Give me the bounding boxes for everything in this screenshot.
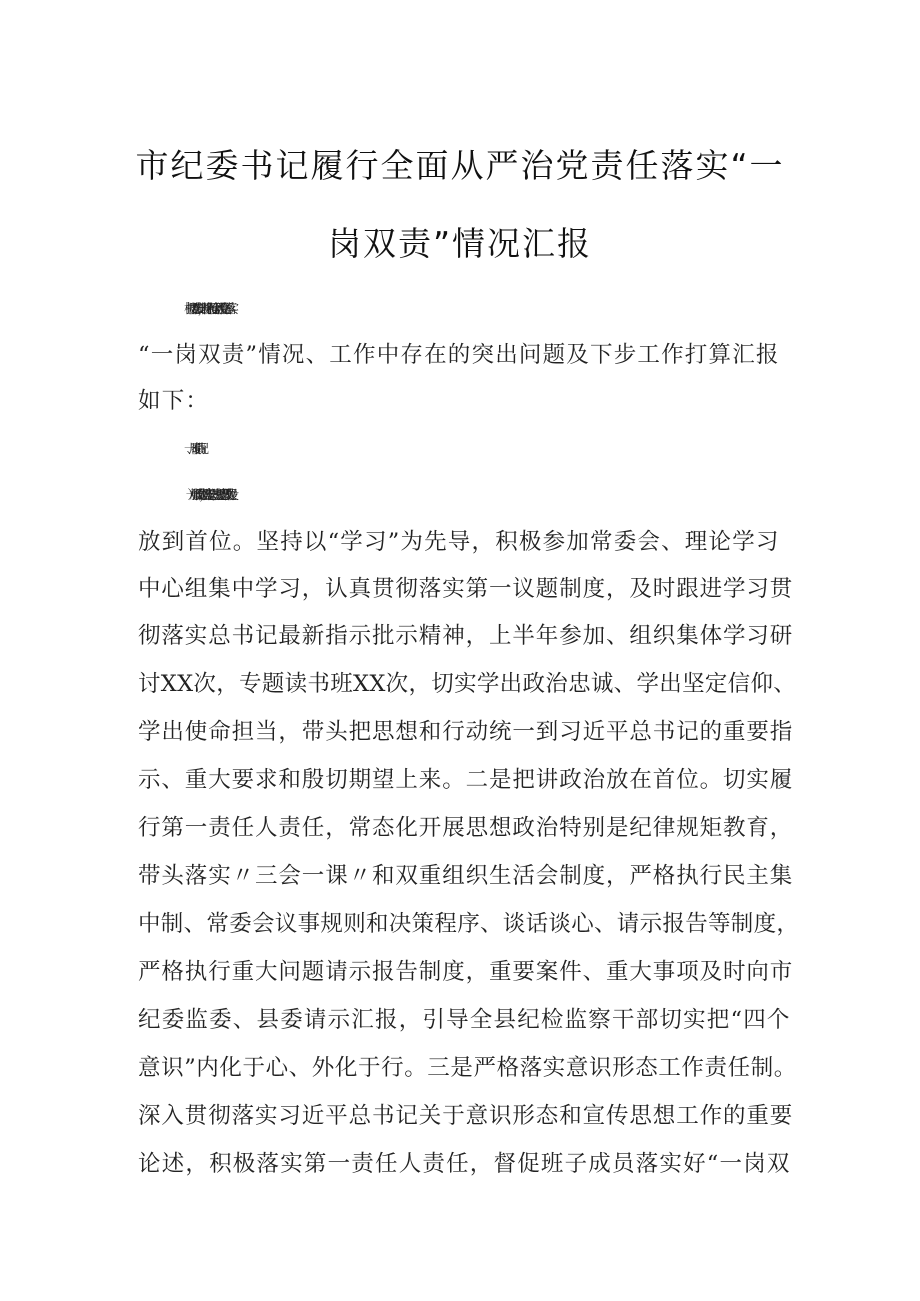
paragraph-line: 放到首位。坚持以“学习”为先导，积极参加常委会、理论学习 bbox=[138, 529, 780, 555]
section-heading: 一、履职情况 bbox=[184, 441, 200, 456]
intro-line: 根据市委工作安排，现将个人履行全面从严治党责任、落实 bbox=[184, 301, 229, 316]
document-title-line-1: 市纪委书记履行全面从严治党责任落实“一 bbox=[135, 146, 785, 185]
intro-line: “一岗双责”情况、工作中存在的突出问题及下步工作打算汇报 bbox=[138, 342, 780, 368]
paragraph-line: 讨XX次，专题读书班XX次，切实学出政治忠诚、学出坚定信仰、 bbox=[138, 671, 797, 697]
paragraph-line: （一）加强政治建设，筑牢思想之魂。一是把思想政治建设 bbox=[184, 487, 229, 502]
paragraph-line: 示、重大要求和殷切期望上来。二是把讲政治放在首位。切实履 bbox=[138, 767, 794, 793]
paragraph-line: 深入贯彻落实习近平总书记关于意识形态和宣传思想工作的重要 bbox=[138, 1103, 794, 1129]
paragraph-line: 纪委监委、县委请示汇报，引导全县纪检监察干部切实把“四个 bbox=[138, 1007, 791, 1033]
paragraph-line: 彻落实总书记最新指示批示精神，上半年参加、组织集体学习研 bbox=[138, 623, 794, 649]
paragraph-line: 带头落实〃三会一课〃和双重组织生活会制度，严格执行民主集 bbox=[138, 863, 794, 889]
paragraph-line: 中制、常委会议事规则和决策程序、谈话谈心、请示报告等制度， bbox=[138, 911, 800, 937]
paragraph-line: 中心组集中学习，认真贯彻落实第一议题制度，及时跟进学习贯 bbox=[138, 576, 794, 602]
paragraph-line: 学出使命担当，带头把思想和行动统一到习近平总书记的重要指 bbox=[138, 719, 794, 745]
paragraph-line: 严格执行重大问题请示报告制度，重要案件、重大事项及时向市 bbox=[138, 959, 794, 985]
paragraph-line: 行第一责任人责任，常态化开展思想政治特别是纪律规矩教育， bbox=[138, 815, 794, 841]
document-title-line-2: 岗双责”情况汇报 bbox=[327, 224, 593, 263]
paragraph-line: 意识”内化于心、外化于行。三是严格落实意识形态工作责任制。 bbox=[138, 1055, 797, 1081]
paragraph-line: 论述，积极落实第一责任人责任，督促班子成员落实好“一岗双 bbox=[138, 1151, 791, 1177]
intro-line: 如下： bbox=[138, 388, 210, 414]
